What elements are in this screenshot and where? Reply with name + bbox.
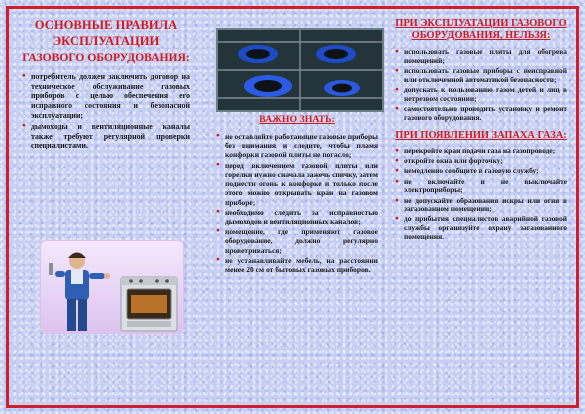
forbidden-list [395,48,567,122]
gas-smell-item: ● не допускайте образования искры или огня в загазованном помещении; [395,197,567,214]
important-list [216,132,378,275]
gas-smell-item: ● до прибытия специалистов аварийной газовой службы организуйте охрану загазованного помещения. [395,215,567,241]
important-title: ВАЖНО ЗНАТЬ: [259,114,335,125]
important-item: ● необходимо следить за исправностью дымоходов и вентиляционных каналов; [216,208,378,226]
gas-smell-section [395,130,567,241]
gas-smell-item: ● не включайте и не выключайте электроприборы; [395,178,567,195]
rules-title: ОСНОВНЫЕ ПРАВИЛА ЭКСПЛУАТАЦИИ [34,18,178,48]
rules-list [22,72,190,151]
rules-subtitle: ГАЗОВОГО ОБОРУДОВАНИЯ: [22,51,190,65]
gas-smell-item: ● откройте окна или форточку; [395,157,567,166]
forbidden-item: ● использовать газовые плиты для обогрева помещений; [395,48,567,65]
gas-smell-title: ПРИ ПОЯВЛЕНИИ ЗАПАХА ГАЗА: [395,130,567,142]
technician-with-stove-image [40,240,184,334]
important-item: ● не оставляйте работающие газовые приборы без внимания и следите, чтобы пламя конфорки газовой плиты не погасло; [216,132,378,160]
important-item: ● не устанавливайте мебель, на расстоянии менее 20 см от бытовых газовых приборов. [216,256,378,274]
column-forbidden [395,18,567,404]
column-operation-rules [22,18,190,404]
forbidden-title: ПРИ ЭКСПЛУАТАЦИИ ГАЗОВОГО ОБОРУДОВАНИЯ, НЕЛЬЗЯ: [395,18,567,42]
important-item: ● помещение, где применяют газовое оборудование, должно регулярно проветриваться; [216,227,378,255]
burners-illustration [218,30,382,110]
forbidden-item: ● допускать к пользованию газом детей и лиц в нетрезвом состоянии; [395,86,567,103]
gas-smell-item: ● перекройте кран подачи газа на газопроводе; [395,147,567,156]
gas-smell-item: ● немедленно сообщите в газовую службу; [395,167,567,176]
rules-item: ● потребитель должен заключить договор на техническое обслуживание газовых приборов с целью обеспечения его исправного состояния и безопасной эксплуатации; [22,72,190,120]
rules-item: ● дымоходы и вентиляционные каналы также требуют регулярной проверки специалистами. [22,122,190,151]
gas-burners-image [216,28,384,112]
technician-illustration [41,241,184,334]
forbidden-item: ● использовать газовые приборы с неисправной или отключенной автоматикой безопасности; [395,67,567,84]
column-important [216,18,378,404]
gas-smell-list [395,147,567,242]
forbidden-item: ● самостоятельно проводить установку и ремонт газового оборудования. [395,105,567,122]
important-item: ● перед включением газовой плиты или горелки нужно сначала зажечь спичку, затем поднести огонь к конфорке и только после этого можно открывать кран на газовом приборе; [216,161,378,207]
